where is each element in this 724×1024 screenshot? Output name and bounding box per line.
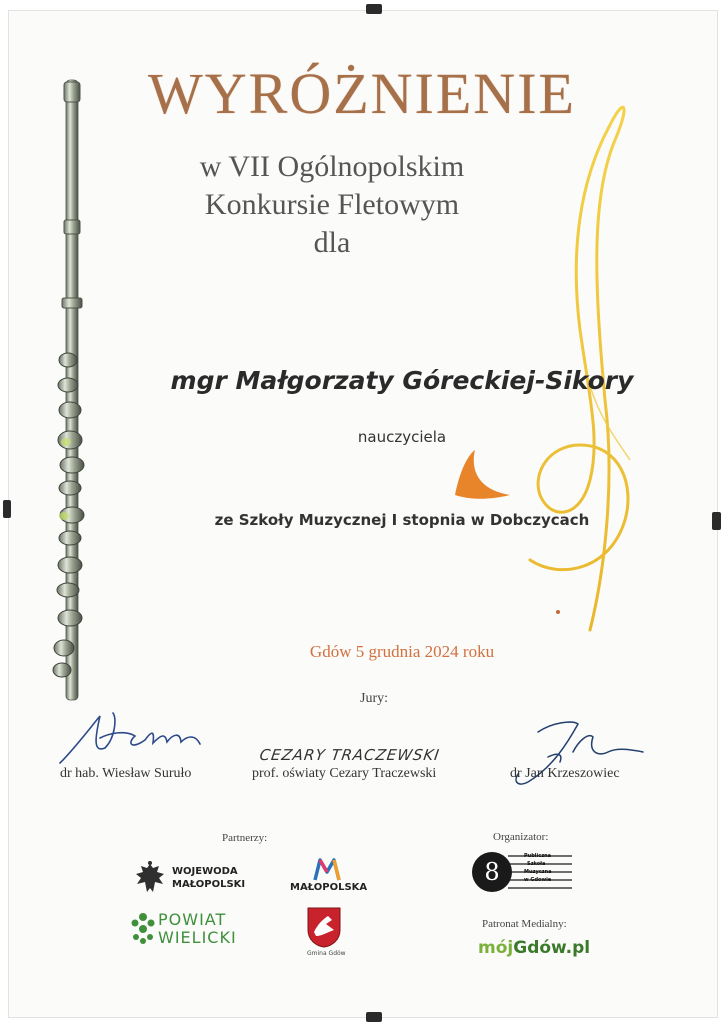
gmina-crest-icon (306, 906, 342, 948)
jury-label: Jury: (360, 691, 388, 706)
svg-text:8: 8 (484, 858, 500, 886)
recipient-role: nauczyciela (357, 428, 447, 446)
gmina-logo-text: Gmina Gdów (307, 950, 346, 957)
frame-clip-bottom (366, 1012, 382, 1022)
recipient-name: mgr Małgorzaty Góreckiej-Sikory (170, 366, 634, 395)
certificate-title: WYRÓŻNIENIE (148, 61, 576, 126)
jury-member-3: dr Jan Krzeszowiec (510, 766, 620, 781)
media-logo (478, 938, 590, 958)
school-logo-line1: Publiczna (524, 853, 552, 859)
wojewoda-logo-line1: WOJEWODA (172, 866, 238, 877)
recipient-school: ze Szkoły Muzycznej I stopnia w Dobczycach (214, 511, 590, 529)
title-line-3: dla (313, 226, 351, 259)
wojewoda-logo-line2: MAŁOPOLSKI (172, 879, 246, 890)
malopolska-logo-text: MAŁOPOLSKA (290, 882, 368, 893)
jury-member-2: prof. oświaty Cezary Traczewski (252, 766, 437, 781)
partners-label: Partnerzy: (222, 832, 268, 844)
school-logo-line3: Muzyczna (524, 869, 552, 875)
media-logo-prefix: mój (478, 938, 514, 958)
frame-clip-top (366, 4, 382, 14)
title-line-1: w VII Ogólnopolskim (199, 150, 465, 183)
signature-suru (55, 708, 215, 768)
jury-member-1: dr hab. Wiesław Suruło (60, 766, 192, 781)
media-logo-brand: Gdów.pl (513, 938, 591, 958)
powiat-logo-line1: POWIAT (158, 910, 227, 929)
powiat-logo-line2: WIELICKI (158, 928, 237, 947)
powiat-flower-icon (130, 911, 156, 945)
frame-clip-left (3, 500, 11, 518)
award-date: Gdów 5 grudnia 2024 roku (309, 642, 495, 661)
svg-text:CEZARY TRACZEWSKI: CEZARY TRACZEWSKI (258, 746, 442, 764)
title-line-2: Konkursie Fletowym (204, 188, 460, 221)
school-logo-icon (470, 850, 574, 894)
eagle-emblem-icon (133, 860, 167, 896)
media-patron-label: Patronat Medialny: (482, 918, 567, 930)
malopolska-logo-icon (312, 856, 342, 882)
school-logo-line4: w Gdowie (524, 877, 552, 883)
organizer-label: Organizator: (493, 831, 549, 843)
school-logo-line2: Szkoła (527, 861, 546, 867)
